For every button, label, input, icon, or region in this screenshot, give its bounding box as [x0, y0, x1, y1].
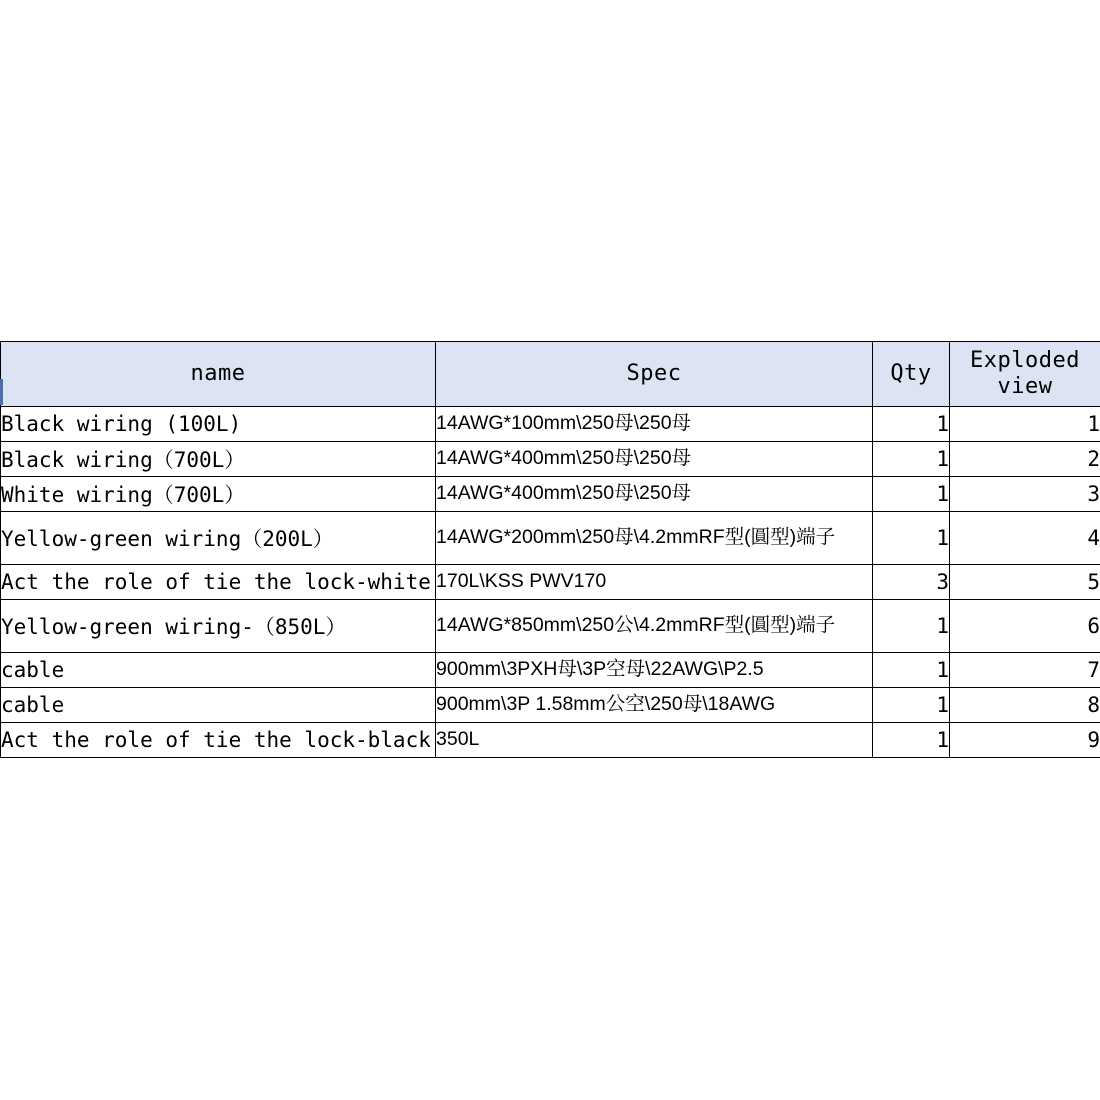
- cell-exploded-view: 1: [950, 407, 1100, 442]
- column-header-spec: Spec: [436, 342, 873, 407]
- cell-spec: 14AWG*100mm\250母\250母: [436, 407, 873, 442]
- parts-table: [0, 341, 1100, 758]
- cell-spec: 170L\KSS PWV170: [436, 565, 873, 600]
- table-header-row: [1, 342, 1100, 407]
- table-row: [1, 600, 1100, 653]
- cell-exploded-view: 3: [950, 477, 1100, 512]
- table-row: [1, 442, 1100, 477]
- table-row: [1, 565, 1100, 600]
- column-header-name: name: [1, 342, 436, 407]
- table-row: [1, 407, 1100, 442]
- cell-spec: 900mm\3PXH母\3P空母\22AWG\P2.5: [436, 653, 873, 688]
- cell-name: Black wiring（700L）: [1, 442, 436, 477]
- table-edge-marker: [0, 379, 3, 405]
- cell-name: Act the role of tie the lock-black: [1, 723, 436, 758]
- cell-qty: 1: [873, 600, 950, 653]
- cell-name: Black wiring (100L): [1, 407, 436, 442]
- cell-qty: 1: [873, 407, 950, 442]
- cell-exploded-view: 2: [950, 442, 1100, 477]
- parts-table-container: [0, 341, 1100, 758]
- cell-qty: 1: [873, 653, 950, 688]
- column-header-qty: Qty: [873, 342, 950, 407]
- table-row: [1, 723, 1100, 758]
- table-row: [1, 477, 1100, 512]
- cell-exploded-view: 6: [950, 600, 1100, 653]
- cell-qty: 1: [873, 442, 950, 477]
- cell-exploded-view: 8: [950, 688, 1100, 723]
- cell-exploded-view: 5: [950, 565, 1100, 600]
- cell-spec: 350L: [436, 723, 873, 758]
- table-row: [1, 653, 1100, 688]
- cell-qty: 3: [873, 565, 950, 600]
- cell-name: White wiring（700L）: [1, 477, 436, 512]
- cell-exploded-view: 9: [950, 723, 1100, 758]
- column-header-exploded-view: Exploded view: [950, 342, 1100, 407]
- cell-spec: 14AWG*400mm\250母\250母: [436, 442, 873, 477]
- table-header: [1, 342, 1100, 407]
- cell-qty: 1: [873, 512, 950, 565]
- cell-name: cable: [1, 688, 436, 723]
- cell-qty: 1: [873, 688, 950, 723]
- cell-name: cable: [1, 653, 436, 688]
- table-body: [1, 407, 1100, 758]
- cell-spec: 900mm\3P 1.58mm公空\250母\18AWG: [436, 688, 873, 723]
- cell-exploded-view: 4: [950, 512, 1100, 565]
- cell-name: Yellow-green wiring-（850L）: [1, 600, 436, 653]
- cell-name: Yellow-green wiring（200L）: [1, 512, 436, 565]
- cell-qty: 1: [873, 723, 950, 758]
- table-row: [1, 512, 1100, 565]
- cell-qty: 1: [873, 477, 950, 512]
- cell-spec: 14AWG*400mm\250母\250母: [436, 477, 873, 512]
- cell-name: Act the role of tie the lock-white: [1, 565, 436, 600]
- cell-exploded-view: 7: [950, 653, 1100, 688]
- cell-spec: 14AWG*200mm\250母\4.2mmRF型(圓型)端子: [436, 512, 873, 565]
- table-row: [1, 688, 1100, 723]
- cell-spec: 14AWG*850mm\250公\4.2mmRF型(圓型)端子: [436, 600, 873, 653]
